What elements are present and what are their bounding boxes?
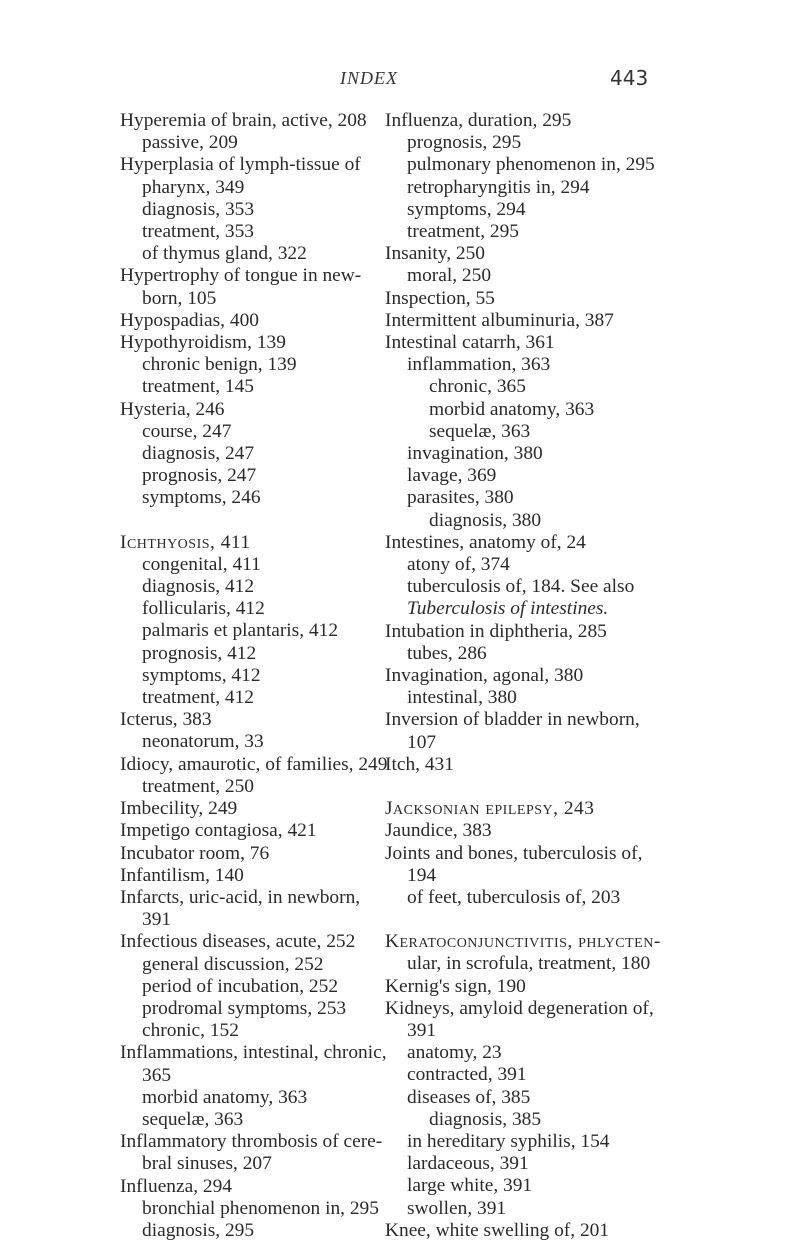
index-subentry: bronchial phenomenon in, 295: [142, 1197, 379, 1219]
index-subentry: diagnosis, 385: [429, 1108, 542, 1130]
section-gap: [385, 776, 715, 798]
index-subentry: palmaris et plantaris, 412: [142, 620, 339, 642]
index-entry: Influenza, 294: [120, 1175, 232, 1197]
index-subentry: bral sinuses, 207: [142, 1153, 272, 1175]
index-entry: Hyperplasia of lymph-tissue of: [120, 154, 361, 176]
index-subentry: diagnosis, 295: [142, 1219, 255, 1241]
index-subentry: of feet, tuberculosis of, 203: [407, 886, 621, 908]
index-entry: Hypertrophy of tongue in new-: [120, 265, 362, 287]
index-entry: Jaundice, 383: [385, 820, 492, 842]
index-subentry: contracted, 391: [407, 1064, 527, 1086]
index-entry: Inspection, 55: [385, 287, 495, 309]
index-entry: Intubation in diphtheria, 285: [385, 620, 607, 642]
index-entry: Influenza, duration, 295: [385, 110, 572, 131]
index-subentry: Tuberculosis of intestines.: [407, 598, 609, 620]
index-subentry: morbid anatomy, 363: [429, 398, 595, 420]
index-subentry: prognosis, 295: [407, 132, 522, 154]
index-subentry: prognosis, 412: [142, 642, 257, 664]
index-entry: Infantilism, 140: [120, 864, 244, 886]
index-entry: Inversion of bladder in newborn,: [385, 709, 640, 731]
index-subentry: 107: [407, 731, 437, 753]
index-entry: Jacksonian epilepsy, 243: [385, 798, 595, 820]
index-subentry: born, 105: [142, 287, 217, 309]
index-subentry: symptoms, 412: [142, 664, 261, 686]
running-header-title: INDEX: [340, 68, 398, 88]
index-subentry: 365: [142, 1064, 172, 1086]
index-subentry: follicularis, 412: [142, 598, 265, 620]
index-subentry: congenital, 411: [142, 553, 261, 575]
index-subentry: tuberculosis of, 184. See also: [407, 576, 635, 598]
index-subentry: pharynx, 349: [142, 176, 245, 198]
index-subentry: morbid anatomy, 363: [142, 1086, 308, 1108]
index-subentry: invagination, 380: [407, 443, 543, 465]
index-entry: Insanity, 250: [385, 243, 485, 265]
index-subentry: sequelæ, 363: [429, 420, 531, 442]
index-subentry: inflammation, 363: [407, 354, 551, 376]
index-entry: Kernig's sign, 190: [385, 975, 526, 997]
index-subentry: anatomy, 23: [407, 1042, 502, 1064]
index-subentry: treatment, 295: [407, 221, 519, 243]
index-subentry: in hereditary syphilis, 154: [407, 1130, 610, 1152]
index-subentry: diagnosis, 412: [142, 576, 255, 598]
index-entry: Keratoconjunctivitis, phlycten-: [385, 931, 661, 953]
index-entry: Hypospadias, 400: [120, 309, 259, 331]
index-entry: Intestinal catarrh, 361: [385, 332, 555, 354]
index-subentry: parasites, 380: [407, 487, 514, 509]
index-entry: Idiocy, amaurotic, of families, 249: [120, 753, 388, 775]
index-column-right: [385, 110, 715, 1242]
index-entry: Ichthyosis, 411: [120, 531, 251, 553]
index-entry: Hysteria, 246: [120, 398, 225, 420]
page-number: 443: [610, 66, 649, 90]
index-subentry: sequelæ, 363: [142, 1108, 244, 1130]
index-subentry: of thymus gland, 322: [142, 243, 307, 265]
index-subentry: passive, 209: [142, 132, 238, 154]
index-subentry: chronic, 152: [142, 1020, 239, 1042]
index-subentry: symptoms, 246: [142, 487, 261, 509]
index-subentry: period of incubation, 252: [142, 975, 339, 997]
index-subentry: chronic, 365: [429, 376, 526, 398]
index-subentry: pulmonary phenomenon in, 295: [407, 154, 655, 176]
index-subentry: treatment, 250: [142, 775, 254, 797]
section-gap: [385, 909, 715, 931]
index-subentry: general discussion, 252: [142, 953, 324, 975]
index-entry: Icterus, 383: [120, 709, 212, 731]
index-subentry: diagnosis, 380: [429, 509, 542, 531]
index-entry: Infectious diseases, acute, 252: [120, 931, 356, 953]
index-subentry: neonatorum, 33: [142, 731, 264, 753]
index-entry: Impetigo contagiosa, 421: [120, 820, 317, 842]
index-subentry: tubes, 286: [407, 642, 487, 664]
index-entry: Joints and bones, tuberculosis of,: [385, 842, 643, 864]
index-subentry: atony of, 374: [407, 554, 510, 576]
index-subentry: prodromal symptoms, 253: [142, 997, 347, 1019]
index-entry: Hypothyroidism, 139: [120, 332, 286, 354]
index-subentry: retropharyngitis in, 294: [407, 176, 590, 198]
index-subentry: large white, 391: [407, 1175, 533, 1197]
index-entry: Intermittent albuminuria, 387: [385, 309, 614, 331]
index-entry: Incubator room, 76: [120, 842, 270, 864]
index-subentry: moral, 250: [407, 265, 492, 287]
index-entry: Inflammatory thrombosis of cere-: [120, 1131, 383, 1153]
index-subentry: diseases of, 385: [407, 1086, 531, 1108]
index-subentry: treatment, 412: [142, 687, 254, 709]
index-entry: Knee, white swelling of, 201: [385, 1219, 610, 1241]
index-subentry: 391: [142, 909, 172, 931]
index-entry: Intestines, anatomy of, 24: [385, 531, 586, 553]
index-subentry: treatment, 353: [142, 221, 254, 243]
index-entry: Infarcts, uric-acid, in newborn,: [120, 886, 361, 908]
index-subentry: treatment, 145: [142, 376, 254, 398]
index-subentry: diagnosis, 353: [142, 198, 255, 220]
index-entry: Inflammations, intestinal, chronic,: [120, 1042, 387, 1064]
index-subentry: 194: [407, 864, 437, 886]
index-subentry: lardaceous, 391: [407, 1153, 529, 1175]
index-entry: Kidneys, amyloid degeneration of,: [385, 997, 654, 1019]
index-entry: Imbecility, 249: [120, 798, 238, 820]
index-entry: Itch, 431: [385, 753, 454, 775]
index-subentry: 391: [407, 1019, 437, 1041]
index-subentry: chronic benign, 139: [142, 354, 297, 376]
index-entry: Invagination, agonal, 380: [385, 665, 584, 687]
index-subentry: symptoms, 294: [407, 198, 526, 220]
index-subentry: diagnosis, 247: [142, 443, 255, 465]
index-subentry: swollen, 391: [407, 1197, 507, 1219]
index-subentry: lavage, 369: [407, 465, 497, 487]
index-subentry: intestinal, 380: [407, 687, 517, 709]
index-subentry: course, 247: [142, 420, 232, 442]
index-subentry: ular, in scrofula, treatment, 180: [407, 953, 651, 975]
index-entry: Hyperemia of brain, active, 208: [120, 110, 367, 131]
index-subentry: prognosis, 247: [142, 465, 257, 487]
